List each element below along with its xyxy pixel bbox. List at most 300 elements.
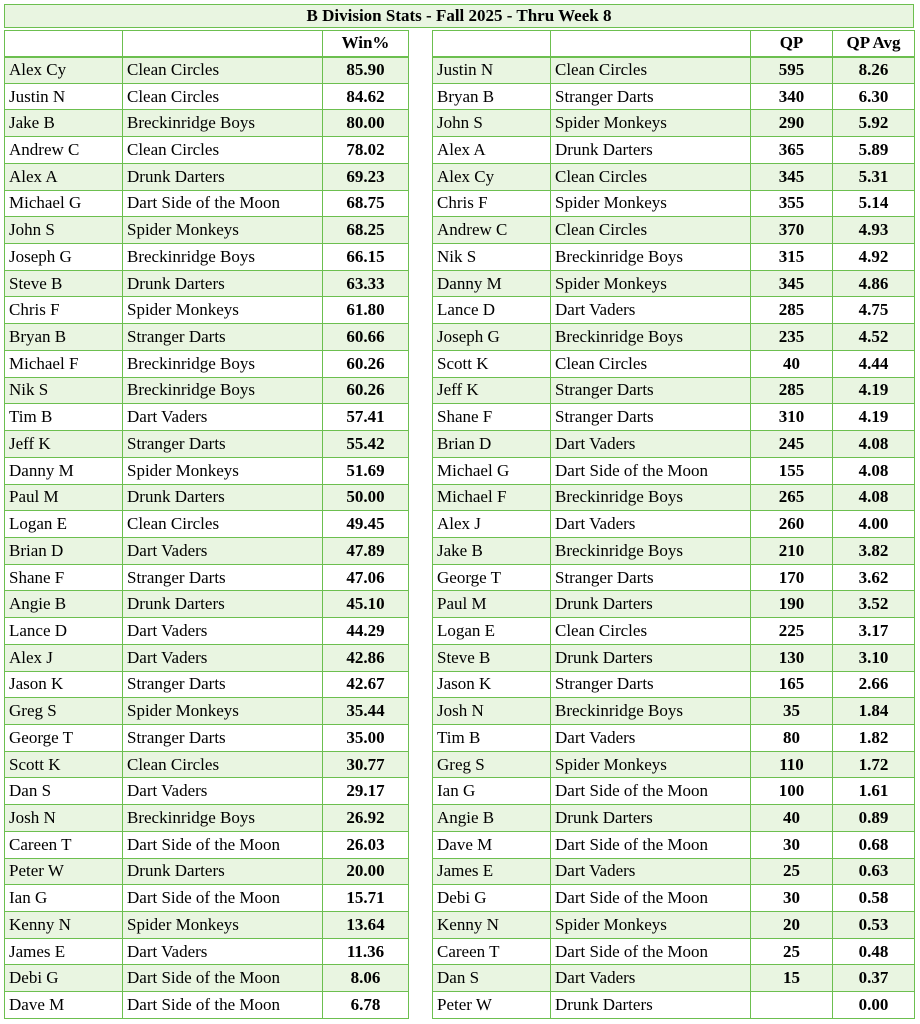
- win-pct-value: 42.86: [323, 644, 409, 671]
- player-name: Jason K: [433, 671, 551, 698]
- quality-points-table: [432, 30, 915, 1019]
- table-row: [433, 778, 915, 805]
- team-name: Clean Circles: [123, 57, 323, 84]
- win-pct-value: 44.29: [323, 618, 409, 645]
- table-row: [433, 805, 915, 832]
- player-name: Careen T: [433, 938, 551, 965]
- qp-value: 40: [751, 350, 833, 377]
- table-row: [5, 270, 409, 297]
- table-row: [5, 431, 409, 458]
- player-name: Chris F: [5, 297, 123, 324]
- team-name: Dart Vaders: [123, 778, 323, 805]
- player-name: Nik S: [5, 377, 123, 404]
- table-row: [433, 831, 915, 858]
- qp-avg-value: 4.75: [833, 297, 915, 324]
- qp-value: 345: [751, 163, 833, 190]
- team-name: Stranger Darts: [123, 324, 323, 351]
- player-name: Kenny N: [5, 912, 123, 939]
- table-row: [5, 751, 409, 778]
- table-row: [5, 778, 409, 805]
- qp-value: 30: [751, 831, 833, 858]
- qp-value: 345: [751, 270, 833, 297]
- team-name: Stranger Darts: [123, 564, 323, 591]
- player-name: Justin N: [5, 83, 123, 110]
- table-row: [5, 297, 409, 324]
- player-name: James E: [5, 938, 123, 965]
- player-name: Scott K: [433, 350, 551, 377]
- table-row: [433, 137, 915, 164]
- qp-value: 25: [751, 858, 833, 885]
- player-name: Alex J: [5, 644, 123, 671]
- qp-avg-value: 4.08: [833, 484, 915, 511]
- qp-value: 25: [751, 938, 833, 965]
- table-row: [433, 324, 915, 351]
- team-name: Dart Side of the Moon: [551, 885, 751, 912]
- win-pct-value: 8.06: [323, 965, 409, 992]
- player-name: Dan S: [5, 778, 123, 805]
- qp-value: 365: [751, 137, 833, 164]
- qp-value: [751, 992, 833, 1019]
- header-qp-avg: QP Avg: [833, 31, 915, 57]
- player-name: Kenny N: [433, 912, 551, 939]
- team-name: Dart Side of the Moon: [123, 190, 323, 217]
- win-pct-value: 20.00: [323, 858, 409, 885]
- table-row: [5, 644, 409, 671]
- team-name: Stranger Darts: [123, 671, 323, 698]
- qp-value: 210: [751, 537, 833, 564]
- table-row: [5, 350, 409, 377]
- player-name: Tim B: [5, 404, 123, 431]
- team-name: Drunk Darters: [123, 591, 323, 618]
- team-name: Drunk Darters: [123, 163, 323, 190]
- player-name: Paul M: [433, 591, 551, 618]
- qp-value: 170: [751, 564, 833, 591]
- qp-avg-value: 1.61: [833, 778, 915, 805]
- team-name: Breckinridge Boys: [551, 484, 751, 511]
- player-name: Joseph G: [433, 324, 551, 351]
- team-name: Dart Side of the Moon: [123, 992, 323, 1019]
- player-name: Nik S: [433, 244, 551, 271]
- team-name: Dart Vaders: [123, 537, 323, 564]
- win-pct-value: 84.62: [323, 83, 409, 110]
- win-pct-value: 30.77: [323, 751, 409, 778]
- qp-value: 315: [751, 244, 833, 271]
- team-name: Clean Circles: [551, 57, 751, 84]
- player-name: Danny M: [433, 270, 551, 297]
- table-row: [5, 858, 409, 885]
- table-row: [5, 83, 409, 110]
- qp-avg-value: 4.19: [833, 404, 915, 431]
- qp-avg-value: 0.00: [833, 992, 915, 1019]
- player-name: Debi G: [433, 885, 551, 912]
- table-row: [5, 511, 409, 538]
- win-pct-value: 11.36: [323, 938, 409, 965]
- qp-value: 130: [751, 644, 833, 671]
- player-name: Michael G: [433, 457, 551, 484]
- team-name: Stranger Darts: [551, 671, 751, 698]
- qp-value: 80: [751, 724, 833, 751]
- win-pct-value: 6.78: [323, 992, 409, 1019]
- table-row: [5, 57, 409, 84]
- team-name: Clean Circles: [551, 618, 751, 645]
- team-name: Dart Vaders: [123, 938, 323, 965]
- win-pct-value: 51.69: [323, 457, 409, 484]
- header-team: [551, 31, 751, 57]
- qp-avg-value: 0.63: [833, 858, 915, 885]
- team-name: Spider Monkeys: [551, 751, 751, 778]
- player-name: Dan S: [433, 965, 551, 992]
- header-team: [123, 31, 323, 57]
- table-row: [433, 885, 915, 912]
- table-row: [433, 484, 915, 511]
- table-row: [5, 457, 409, 484]
- qp-avg-value: 4.44: [833, 350, 915, 377]
- table-row: [433, 591, 915, 618]
- table-row: [433, 244, 915, 271]
- header-player: [5, 31, 123, 57]
- player-name: Justin N: [433, 57, 551, 84]
- table-row: [5, 724, 409, 751]
- team-name: Dart Vaders: [551, 724, 751, 751]
- qp-avg-value: 4.86: [833, 270, 915, 297]
- player-name: Brian D: [5, 537, 123, 564]
- qp-avg-value: 0.37: [833, 965, 915, 992]
- qp-avg-value: 4.08: [833, 457, 915, 484]
- team-name: Spider Monkeys: [123, 297, 323, 324]
- player-name: Angie B: [5, 591, 123, 618]
- player-name: John S: [5, 217, 123, 244]
- win-pct-value: 47.06: [323, 564, 409, 591]
- table-row: [433, 297, 915, 324]
- team-name: Stranger Darts: [551, 404, 751, 431]
- table-row: [433, 965, 915, 992]
- qp-value: 290: [751, 110, 833, 137]
- win-pct-value: 35.44: [323, 698, 409, 725]
- team-name: Stranger Darts: [551, 564, 751, 591]
- team-name: Breckinridge Boys: [551, 698, 751, 725]
- table-row: [433, 377, 915, 404]
- win-pct-value: 66.15: [323, 244, 409, 271]
- win-pct-value: 55.42: [323, 431, 409, 458]
- qp-value: 285: [751, 377, 833, 404]
- team-name: Breckinridge Boys: [123, 805, 323, 832]
- table-row: [5, 564, 409, 591]
- qp-avg-value: 6.30: [833, 83, 915, 110]
- team-name: Breckinridge Boys: [551, 324, 751, 351]
- qp-avg-value: 3.17: [833, 618, 915, 645]
- table-row: [433, 110, 915, 137]
- player-name: Bryan B: [5, 324, 123, 351]
- player-name: Michael F: [5, 350, 123, 377]
- qp-avg-value: 3.10: [833, 644, 915, 671]
- team-name: Drunk Darters: [551, 992, 751, 1019]
- qp-avg-value: 4.93: [833, 217, 915, 244]
- qp-value: 235: [751, 324, 833, 351]
- team-name: Dart Side of the Moon: [551, 457, 751, 484]
- team-name: Dart Side of the Moon: [123, 965, 323, 992]
- table-row: [5, 965, 409, 992]
- player-name: Jake B: [5, 110, 123, 137]
- player-name: Bryan B: [433, 83, 551, 110]
- win-pct-value: 45.10: [323, 591, 409, 618]
- player-name: Alex Cy: [5, 57, 123, 84]
- qp-avg-value: 5.92: [833, 110, 915, 137]
- player-name: Shane F: [433, 404, 551, 431]
- qp-avg-value: 3.62: [833, 564, 915, 591]
- header-player: [433, 31, 551, 57]
- player-name: Jeff K: [5, 431, 123, 458]
- team-name: Dart Vaders: [123, 644, 323, 671]
- team-name: Drunk Darters: [123, 858, 323, 885]
- win-pct-value: 13.64: [323, 912, 409, 939]
- table-row: [433, 270, 915, 297]
- player-name: Ian G: [5, 885, 123, 912]
- team-name: Spider Monkeys: [123, 217, 323, 244]
- player-name: Jason K: [5, 671, 123, 698]
- table-row: [433, 858, 915, 885]
- qp-value: 165: [751, 671, 833, 698]
- qp-avg-value: 3.52: [833, 591, 915, 618]
- table-row: [5, 217, 409, 244]
- qp-avg-value: 0.48: [833, 938, 915, 965]
- team-name: Dart Vaders: [123, 404, 323, 431]
- win-pct-value: 80.00: [323, 110, 409, 137]
- player-name: Ian G: [433, 778, 551, 805]
- table-row: [5, 377, 409, 404]
- table-row: [433, 190, 915, 217]
- team-name: Spider Monkeys: [123, 457, 323, 484]
- team-name: Spider Monkeys: [551, 270, 751, 297]
- team-name: Spider Monkeys: [551, 912, 751, 939]
- table-row: [433, 644, 915, 671]
- team-name: Spider Monkeys: [123, 698, 323, 725]
- player-name: Brian D: [433, 431, 551, 458]
- qp-value: 340: [751, 83, 833, 110]
- player-name: Steve B: [5, 270, 123, 297]
- qp-value: 40: [751, 805, 833, 832]
- team-name: Clean Circles: [123, 511, 323, 538]
- win-pct-value: 47.89: [323, 537, 409, 564]
- team-name: Dart Vaders: [551, 511, 751, 538]
- player-name: Lance D: [433, 297, 551, 324]
- win-percentage-table: [4, 30, 409, 1019]
- table-row: [5, 163, 409, 190]
- player-name: George T: [433, 564, 551, 591]
- qp-avg-value: 0.89: [833, 805, 915, 832]
- qp-avg-value: 4.08: [833, 431, 915, 458]
- team-name: Clean Circles: [551, 217, 751, 244]
- player-name: Andrew C: [433, 217, 551, 244]
- qp-avg-value: 1.72: [833, 751, 915, 778]
- table-row: [433, 912, 915, 939]
- win-pct-value: 29.17: [323, 778, 409, 805]
- qp-value: 595: [751, 57, 833, 84]
- team-name: Clean Circles: [123, 751, 323, 778]
- table-row: [5, 912, 409, 939]
- table-row: [5, 885, 409, 912]
- table-row: [433, 698, 915, 725]
- qp-avg-value: 8.26: [833, 57, 915, 84]
- player-name: Jeff K: [433, 377, 551, 404]
- table-row: [5, 831, 409, 858]
- team-name: Spider Monkeys: [551, 110, 751, 137]
- win-pct-value: 85.90: [323, 57, 409, 84]
- team-name: Breckinridge Boys: [551, 537, 751, 564]
- win-pct-value: 50.00: [323, 484, 409, 511]
- table-row: [433, 163, 915, 190]
- player-name: Peter W: [433, 992, 551, 1019]
- table-row: [5, 591, 409, 618]
- win-pct-value: 15.71: [323, 885, 409, 912]
- table-row: [433, 57, 915, 84]
- win-pct-value: 68.25: [323, 217, 409, 244]
- table-row: [433, 938, 915, 965]
- qp-value: 15: [751, 965, 833, 992]
- table-row: [433, 511, 915, 538]
- player-name: Debi G: [5, 965, 123, 992]
- header-win-pct: Win%: [323, 31, 409, 57]
- table-header-row: [433, 31, 915, 57]
- team-name: Clean Circles: [551, 163, 751, 190]
- win-pct-value: 35.00: [323, 724, 409, 751]
- qp-avg-value: 2.66: [833, 671, 915, 698]
- qp-value: 370: [751, 217, 833, 244]
- table-row: [5, 404, 409, 431]
- team-name: Breckinridge Boys: [551, 244, 751, 271]
- qp-avg-value: 1.82: [833, 724, 915, 751]
- player-name: Chris F: [433, 190, 551, 217]
- qp-value: 30: [751, 885, 833, 912]
- table-row: [433, 217, 915, 244]
- team-name: Dart Side of the Moon: [551, 778, 751, 805]
- player-name: Greg S: [433, 751, 551, 778]
- qp-value: 35: [751, 698, 833, 725]
- team-name: Dart Side of the Moon: [123, 831, 323, 858]
- table-header-row: [5, 31, 409, 57]
- table-row: [433, 537, 915, 564]
- team-name: Spider Monkeys: [551, 190, 751, 217]
- table-row: [5, 190, 409, 217]
- win-pct-value: 61.80: [323, 297, 409, 324]
- table-row: [433, 992, 915, 1019]
- qp-avg-value: 0.68: [833, 831, 915, 858]
- team-name: Stranger Darts: [551, 83, 751, 110]
- team-name: Breckinridge Boys: [123, 244, 323, 271]
- qp-value: 110: [751, 751, 833, 778]
- table-row: [433, 724, 915, 751]
- team-name: Dart Vaders: [551, 965, 751, 992]
- qp-value: 245: [751, 431, 833, 458]
- table-row: [433, 751, 915, 778]
- team-name: Stranger Darts: [123, 431, 323, 458]
- table-row: [5, 324, 409, 351]
- qp-avg-value: 5.31: [833, 163, 915, 190]
- player-name: Jake B: [433, 537, 551, 564]
- page-title: B Division Stats - Fall 2025 - Thru Week 8: [4, 4, 914, 28]
- team-name: Clean Circles: [551, 350, 751, 377]
- qp-avg-value: 1.84: [833, 698, 915, 725]
- player-name: Danny M: [5, 457, 123, 484]
- qp-value: 355: [751, 190, 833, 217]
- player-name: Michael F: [433, 484, 551, 511]
- table-row: [5, 484, 409, 511]
- player-name: Alex A: [433, 137, 551, 164]
- team-name: Dart Vaders: [551, 431, 751, 458]
- table-row: [5, 618, 409, 645]
- qp-avg-value: 4.19: [833, 377, 915, 404]
- player-name: Michael G: [5, 190, 123, 217]
- team-name: Drunk Darters: [123, 270, 323, 297]
- table-row: [5, 671, 409, 698]
- qp-value: 225: [751, 618, 833, 645]
- table-row: [5, 805, 409, 832]
- player-name: Logan E: [433, 618, 551, 645]
- player-name: John S: [433, 110, 551, 137]
- team-name: Clean Circles: [123, 137, 323, 164]
- player-name: Dave M: [433, 831, 551, 858]
- table-row: [433, 83, 915, 110]
- team-name: Drunk Darters: [123, 484, 323, 511]
- table-row: [433, 404, 915, 431]
- table-row: [433, 618, 915, 645]
- player-name: Tim B: [433, 724, 551, 751]
- team-name: Spider Monkeys: [123, 912, 323, 939]
- player-name: James E: [433, 858, 551, 885]
- win-pct-value: 60.66: [323, 324, 409, 351]
- table-row: [5, 137, 409, 164]
- team-name: Drunk Darters: [551, 137, 751, 164]
- team-name: Breckinridge Boys: [123, 350, 323, 377]
- table-row: [433, 431, 915, 458]
- win-pct-value: 57.41: [323, 404, 409, 431]
- win-pct-value: 60.26: [323, 350, 409, 377]
- qp-avg-value: 4.00: [833, 511, 915, 538]
- player-name: Alex A: [5, 163, 123, 190]
- qp-value: 155: [751, 457, 833, 484]
- win-pct-value: 68.75: [323, 190, 409, 217]
- qp-avg-value: 0.58: [833, 885, 915, 912]
- qp-avg-value: 0.53: [833, 912, 915, 939]
- qp-avg-value: 4.52: [833, 324, 915, 351]
- qp-value: 310: [751, 404, 833, 431]
- table-row: [5, 537, 409, 564]
- team-name: Dart Side of the Moon: [123, 885, 323, 912]
- player-name: Josh N: [5, 805, 123, 832]
- table-row: [5, 992, 409, 1019]
- qp-value: 260: [751, 511, 833, 538]
- team-name: Stranger Darts: [123, 724, 323, 751]
- qp-value: 285: [751, 297, 833, 324]
- player-name: Andrew C: [5, 137, 123, 164]
- win-pct-value: 60.26: [323, 377, 409, 404]
- win-pct-value: 26.03: [323, 831, 409, 858]
- table-row: [5, 938, 409, 965]
- player-name: Scott K: [5, 751, 123, 778]
- player-name: Alex J: [433, 511, 551, 538]
- player-name: Joseph G: [5, 244, 123, 271]
- qp-value: 100: [751, 778, 833, 805]
- player-name: Greg S: [5, 698, 123, 725]
- player-name: Dave M: [5, 992, 123, 1019]
- table-row: [5, 244, 409, 271]
- qp-avg-value: 4.92: [833, 244, 915, 271]
- qp-avg-value: 3.82: [833, 537, 915, 564]
- table-row: [433, 350, 915, 377]
- qp-value: 265: [751, 484, 833, 511]
- table-row: [433, 671, 915, 698]
- qp-value: 190: [751, 591, 833, 618]
- team-name: Drunk Darters: [551, 644, 751, 671]
